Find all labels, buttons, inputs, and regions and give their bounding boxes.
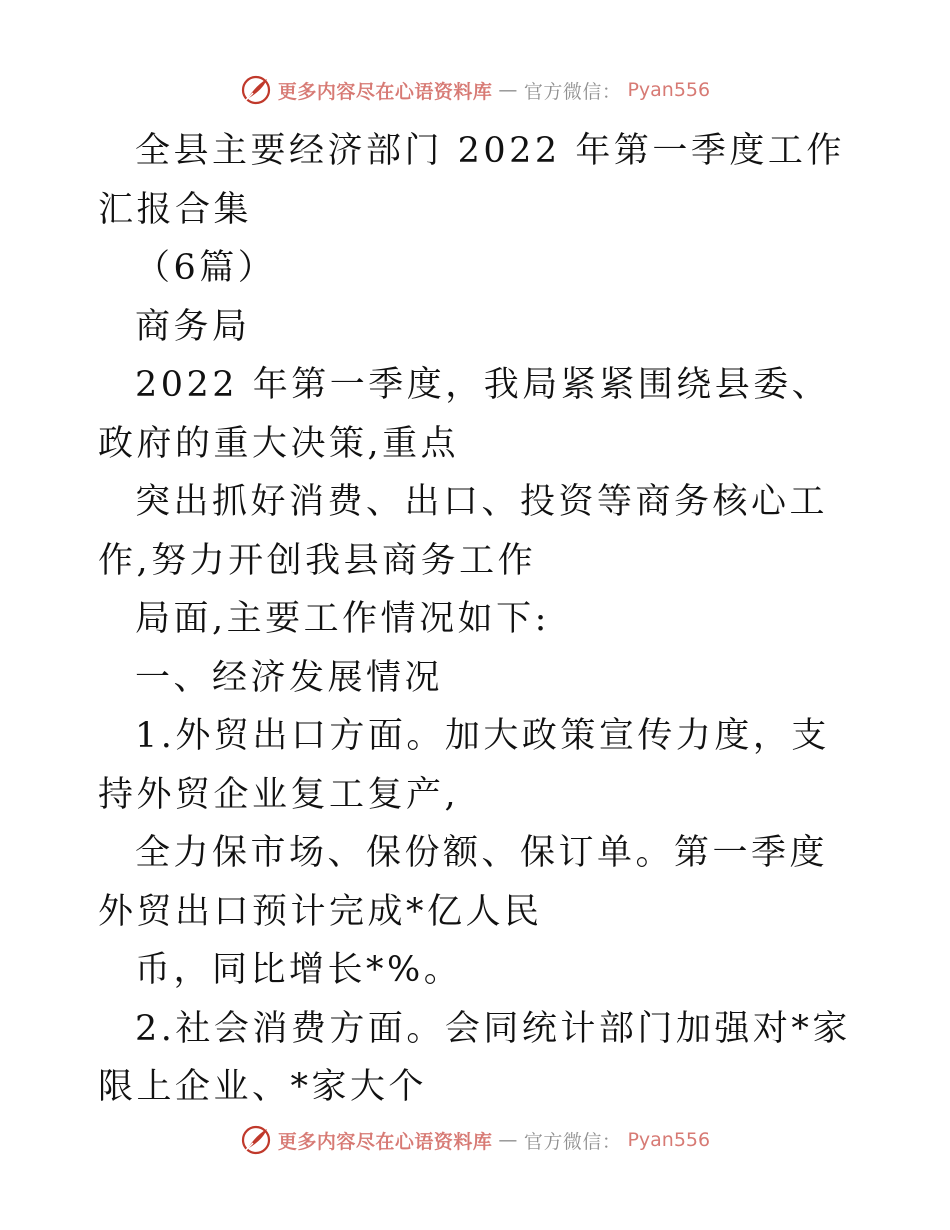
paragraph: 2.社会消费方面。会同统计部门加强对*家限上企业、*家大个 xyxy=(98,1008,851,1107)
paragraph: 1.外贸出口方面。加大政策宣传力度，支持外贸企业复工复产, xyxy=(98,716,830,815)
section-heading: 商务局 xyxy=(135,306,251,347)
quill-pen-logo-icon xyxy=(240,74,272,106)
document-subtitle: （6篇） xyxy=(135,248,277,288)
paragraph: 币，同比增长*%。 xyxy=(135,950,463,990)
watermark-wechat-id: Pyan556 xyxy=(627,79,711,101)
paragraph: 全力保市场、保份额、保订单。第一季度外贸出口预计完成*亿人民 xyxy=(98,833,829,932)
watermark-sub-text: 官方微信： xyxy=(523,80,622,103)
watermark-dash: — xyxy=(498,1129,518,1151)
paragraph: 2022 年第一季度，我局紧紧围绕县委、政府的重大决策,重点 xyxy=(98,365,831,464)
document-body xyxy=(98,122,858,1117)
paragraph: 局面,主要工作情况如下: xyxy=(135,599,550,639)
watermark-dash: — xyxy=(498,79,518,101)
quill-pen-logo-icon xyxy=(240,1124,272,1156)
section-heading: 一、经济发展情况 xyxy=(135,657,444,698)
footer-watermark xyxy=(0,1120,950,1160)
paragraph: 突出抓好消费、出口、投资等商务核心工作,努力开创我县商务工作 xyxy=(98,482,829,581)
watermark-main-text: 更多内容尽在心语资料库 xyxy=(277,1130,493,1153)
header-watermark xyxy=(0,70,950,110)
watermark-sub-text: 官方微信： xyxy=(523,1130,622,1153)
document-title: 全县主要经济部门 2022 年第一季度工作汇报合集 xyxy=(98,131,845,230)
watermark-main-text: 更多内容尽在心语资料库 xyxy=(277,80,493,103)
watermark-wechat-id: Pyan556 xyxy=(627,1129,711,1151)
